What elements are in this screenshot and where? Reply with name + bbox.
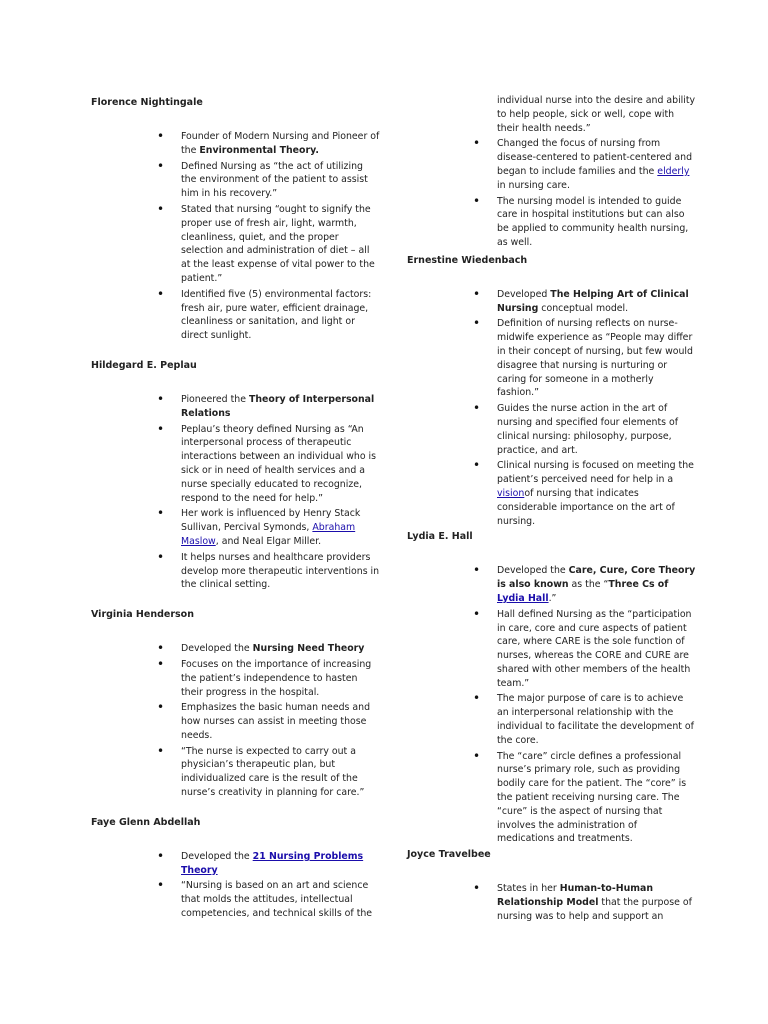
bullet-item [91, 658, 381, 699]
bullet-item [407, 317, 697, 400]
bold-text: Three Cs of [608, 579, 669, 591]
text-segment: Developed the [497, 565, 569, 577]
bullet-item [91, 551, 381, 592]
text-segment: It helps nurses and healthcare providers develop more therapeutic interventions in the clinical setting. [181, 551, 380, 591]
inline-link[interactable]: Lydia Hall [497, 592, 549, 604]
bullet-item [407, 459, 697, 528]
text-segment: “Nursing is based on an art and science that molds the attitudes, intellectual competencies, and technical skills of the [181, 880, 373, 920]
bullet-item [91, 642, 381, 656]
inline-link[interactable]: Abraham Maslow [181, 522, 356, 547]
theorist-section-lydia-e-hall [407, 530, 697, 846]
bold-text: The Helping Art of Clinical Nursing [497, 288, 689, 314]
text-segment: States in her [497, 883, 560, 895]
text-segment: Pioneered the [181, 393, 249, 405]
text-segment: Focuses on the importance of increasing the patient’s independence to hasten their progress in the hospital. [181, 658, 372, 698]
bullet-item [91, 203, 381, 286]
bullet-item [407, 402, 697, 457]
text-segment: Definition of nursing reflects on nurse-midwife experience as “People may differ in their concept of nursing, but few would disagree that nursing is nurturing or caring for someone in a motherly fashion.” [497, 318, 693, 399]
theorist-section-joyce-travelbee [407, 848, 697, 923]
bold-text: Theory of Interpersonal Relations [181, 393, 375, 419]
inline-link[interactable]: vision [497, 487, 525, 499]
bold-text: Nursing Need Theory [252, 643, 365, 655]
bullet-item [407, 608, 697, 691]
bullet-list [91, 393, 381, 592]
bullet-item [407, 882, 697, 923]
theorist-name: Virginia Henderson [91, 609, 194, 621]
text-segment: as the “ [568, 579, 609, 591]
bullet-item [91, 879, 381, 920]
text-segment: The major purpose of care is to achieve an interpersonal relationship with the individual to facilitate the development of the core. [497, 693, 694, 746]
text-segment: Defined Nursing as “the act of utilizing the environment of the patient to assist him in his recovery.” [181, 160, 368, 200]
bold-text: Human-to-Human Relationship Model [497, 883, 654, 909]
bullet-list [91, 642, 381, 800]
bullet-item [91, 393, 381, 421]
theorist-name: Ernestine Wiedenbach [407, 254, 528, 266]
bullet-item [407, 692, 697, 747]
theorist-name: Florence Nightingale [91, 97, 203, 108]
text-segment: of nursing that indicates considerable importance on the art of nursing. [497, 487, 675, 527]
bullet-item [407, 137, 697, 192]
bullet-list [91, 850, 381, 921]
bullet-item [407, 564, 697, 605]
bullet-item [407, 288, 697, 316]
bullet-item [91, 423, 381, 506]
text-segment: in nursing care. [497, 179, 570, 191]
theorist-name: Faye Glenn Abdellah [91, 816, 201, 828]
text-segment: Founder of Modern Nursing and Pioneer of the [181, 131, 380, 156]
theorist-section-ernestine-wiedenbach [407, 254, 697, 529]
text-segment: Changed the focus of nursing from disease-centered to patient-centered and began to include families and the [497, 138, 693, 177]
theorist-section-virginia-henderson [91, 608, 381, 800]
bullet-item [91, 745, 381, 800]
right-column [407, 94, 697, 926]
bullet-item [91, 701, 381, 742]
inline-link[interactable]: 21 Nursing Problems Theory [181, 850, 364, 876]
bullet-list [407, 564, 697, 846]
text-segment: conceptual model. [538, 302, 629, 314]
bullet-item [407, 750, 697, 847]
bullet-item [91, 288, 381, 343]
theorist-name: Hildegard E. Peplau [91, 359, 197, 371]
bold-text: Environmental Theory. [199, 144, 319, 156]
text-segment: “The nurse is expected to carry out a physician’s therapeutic plan, but individualized care is the result of the nurse’s creativity in planning for care.” [181, 745, 365, 799]
text-segment: Peplau’s theory defined Nursing as “An interpersonal process of therapeutic interactions between an individual who is sick or in need of health services and a nurse specially educated to recognize, respond to the need for help.” [181, 423, 377, 504]
theorist-section-faye-glenn-abdellah [91, 816, 381, 921]
text-segment: Stated that nursing “ought to signify the proper use of fresh air, light, warmth, cleanliness, quiet, and the proper selection and administration of diet – all at the least expense of vital power to the patient.” [181, 203, 375, 284]
text-segment: .” [548, 592, 557, 604]
continued-text: individual nurse into the desire and ability to help people, sick or well, cope with their health needs.” [497, 95, 696, 134]
text-segment: Developed [497, 288, 551, 300]
text-segment: that the purpose of nursing was to help and support an [497, 897, 692, 922]
bullet-list [407, 137, 697, 249]
theorist-section-hildegard-e-peplau [91, 359, 381, 592]
bullet-item [91, 160, 381, 201]
bullet-list [407, 882, 697, 923]
text-segment: Identified five (5) environmental factors: fresh air, pure water, efficient drainage, cleanliness or sanitation, and light or direct sunlight. [181, 288, 372, 342]
bullet-item [91, 130, 381, 158]
text-segment: The “care” circle defines a professional nurse’s primary role, such as providing bodily care for the patient. The “core” is the patient receiving nursing care. The “cure” is the aspect of nursing that involves the administration of medications and treatments. [497, 750, 687, 845]
text-segment: The nursing model is intended to guide care in hospital institutions but can also be applied to community health nursing, as well. [497, 195, 689, 248]
left-column [91, 96, 381, 923]
bullet-list [91, 130, 381, 343]
bullet-item [91, 507, 381, 548]
inline-link[interactable]: elderly [657, 165, 690, 177]
text-segment: Guides the nurse action in the art of nursing and specified four elements of clinical nursing: philosophy, purpose, practice, and art. [497, 403, 679, 456]
text-segment: Emphasizes the basic human needs and how nurses can assist in meeting those needs. [181, 702, 371, 741]
theorist-name: Joyce Travelbee [407, 849, 491, 861]
text-segment: Developed the [181, 850, 253, 862]
text-segment: Clinical nursing is focused on meeting the patient’s perceived need for help in a [497, 460, 694, 486]
bullet-item [91, 850, 381, 878]
bullet-list [407, 288, 697, 529]
theorist-section-florence-nightingale [91, 96, 381, 343]
theorist-name: Lydia E. Hall [407, 531, 473, 543]
text-segment: Her work is influenced by Henry Stack Sullivan, Percival Symonds, [181, 508, 361, 534]
bold-text: Care, Cure, Core Theory is also known [497, 565, 696, 591]
text-segment: Hall defined Nursing as the “participation in care, core and cure aspects of patient care, where CARE is the sole function of nurses, whereas the CORE and CURE are shared with other members of the health team.” [497, 608, 692, 689]
text-segment: , and Neal Elgar Miller. [215, 535, 322, 547]
bullet-item [407, 195, 697, 250]
text-segment: Developed the [181, 643, 253, 655]
